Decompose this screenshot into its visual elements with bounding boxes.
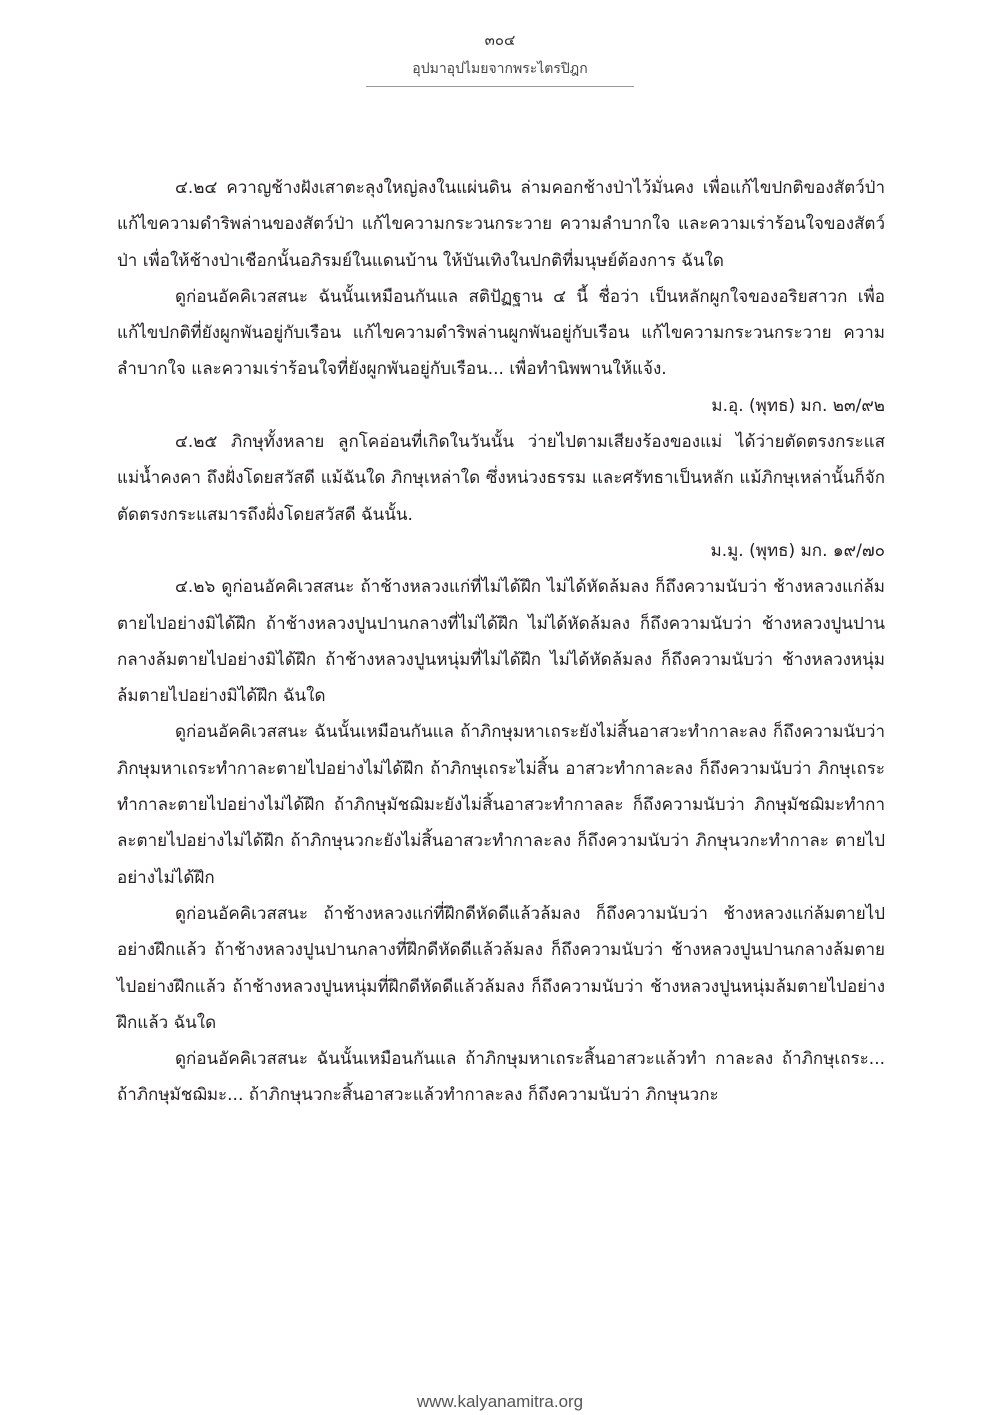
reference-citation: ม.อุ. (พุทธ) มก. ๒๓/๙๒ bbox=[711, 395, 885, 416]
paragraph: ๔.๒๕ ภิกษุทั้งหลาย ลูกโคอ่อนที่เกิดในวันนั้น ว่ายไปตามเสียงร้องของแม่ ได้ว่ายตัดตรงกระแสแม่น้ำคงคา ถึงฝั่งโดยสวัสดี แม้ฉันใด ภิกษุเหล่าใด ซึ่งหน่วงธรรม และศรัทธาเป็นหลัก แม้ภิกษุเหล่านั้นก็จักตัดตรงกระแสมารถึงฝั่งโดยสวัสดี ฉันนั้น. bbox=[117, 432, 885, 525]
paragraph: ดูก่อนอัคคิเวสสนะ ฉันนั้นเหมือนกันแล ถ้าภิกษุมหาเถระยังไม่สิ้นอาสวะทำกาละลง ก็ถึงความนับว่า ภิกษุมหาเถระทำกาละตายไปอย่างไม่ได้ฝึก ถ้าภิกษุเถระไม่สิ้น อาสวะทำกาละลง ก็ถึงความนับว่า ภิกษุเถระทำกาละตายไปอย่างไม่ได้ฝึก ถ้าภิกษุมัชฌิมะยังไม่สิ้นอาสวะทำกาลละ ก็ถึงความนับว่า ภิกษุมัชฌิมะทำกาละตายไปอย่างไม่ได้ฝึก ถ้าภิกษุนวกะยังไม่สิ้นอาสวะทำกาละลง ก็ถึงความนับว่า ภิกษุนวกะทำกาละ ตายไปอย่างไม่ได้ฝึก bbox=[117, 722, 885, 888]
page-header bbox=[0, 30, 1000, 87]
paragraph: ดูก่อนอัคคิเวสสนะ ถ้าช้างหลวงแก่ที่ฝึกดีหัดดีแล้วล้มลง ก็ถึงความนับว่า ช้างหลวงแก่ล้มตายไปอย่างฝึกแล้ว ถ้าช้างหลวงปูนปานกลางที่ฝึกดีหัดดีแล้วล้มลง ก็ถึงความนับว่า ช้างหลวงปูนปานกลางล้มตายไปอย่างฝึกแล้ว ถ้าช้างหลวงปูนหนุ่มที่ฝึกดีหัดดีแล้วล้มลง ก็ถึงความนับว่า ช้างหลวงปูนหนุ่มล้มตายไปอย่างฝึกแล้ว ฉันใด bbox=[117, 903, 885, 1033]
paragraph: ดูก่อนอัคคิเวสสนะ ฉันนั้นเหมือนกันแล สติปัฏฐาน ๔ นี้ ชื่อว่า เป็นหลักผูกใจของอริยสาวก เพื่อแก้ไขปกติที่ยังผูกพันอยู่กับเรือน แก้ไขความดำริพล่านผูกพันอยู่กับเรือน แก้ไขความกระวนกระวาย ความลำบากใจ และความเร่าร้อนใจที่ยังผูกพันอยู่กับเรือน... เพื่อทำนิพพานให้แจ้ง. bbox=[117, 286, 885, 380]
reference-citation: ม.มู. (พุทธ) มก. ๑๙/๗๐ bbox=[710, 540, 885, 561]
paragraph: ๔.๒๖ ดูก่อนอัคคิเวสสนะ ถ้าช้างหลวงแก่ที่ไม่ได้ฝึก ไม่ได้หัดล้มลง ก็ถึงความนับว่า ช้างหลวงแก่ล้มตายไปอย่างมิได้ฝึก ถ้าช้างหลวงปูนปานกลางที่ไม่ได้ฝึก ไม่ได้หัดล้มลง ก็ถึงความนับว่า ช้างหลวงปูนปานกลางล้มตายไปอย่างมิได้ฝึก ถ้าช้างหลวงปูนหนุ่มที่ไม่ได้ฝึก ไม่ได้หัดล้มลง ก็ถึงความนับว่า ช้างหลวงหนุ่มล้มตายไปอย่างมิได้ฝึก ฉันใด bbox=[117, 577, 885, 707]
paragraph: ๔.๒๔ ควาญช้างฝังเสาตะลุงใหญ่ลงในแผ่นดิน ล่ามคอกช้างป่าไว้มั่นคง เพื่อแก้ไขปกติของสัตว์ป่า แก้ไขความดำริพล่านของสัตว์ป่า แก้ไขความกระวนกระวาย ความลำบากใจ และความเร่าร้อนใจของสัตว์ป่า เพื่อให้ช้างป่าเชือกนั้นอภิรมย์ในแดนบ้าน ให้บันเทิงในปกติที่มนุษย์ต้องการ ฉันใด bbox=[117, 178, 885, 271]
page-number: ๓๐๔ bbox=[484, 31, 516, 49]
footer-url: www.kalyanamitra.org bbox=[416, 1392, 584, 1411]
page-body bbox=[117, 170, 885, 1114]
running-title: อุปมาอุปไมยจากพระไตรปิฎก bbox=[412, 61, 588, 77]
paragraph: ดูก่อนอัคคิเวสสนะ ฉันนั้นเหมือนกันแล ถ้าภิกษุมหาเถระสิ้นอาสวะแล้วทำ กาละลง ถ้าภิกษุเถระ... ถ้าภิกษุมัชฌิมะ... ถ้าภิกษุนวกะสิ้นอาสวะแล้วทำกาละลง ก็ถึงความนับว่า ภิกษุนวกะ bbox=[117, 1049, 885, 1106]
header-divider bbox=[366, 86, 634, 87]
